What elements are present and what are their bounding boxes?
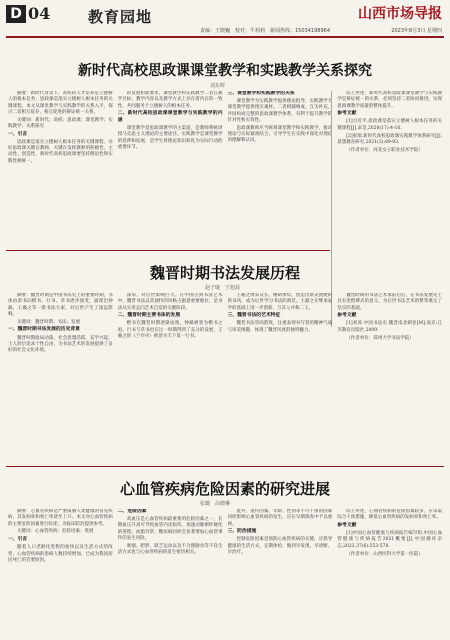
article-column <box>228 91 333 241</box>
paragraph: 随着人口老龄化进程的加快以及生活方式的改变，心血管疾病的患病人数持续增加，已成为我国居民死亡的首要原因。 <box>8 545 113 563</box>
section-heading: 参考文献 <box>337 313 357 319</box>
article-body <box>8 293 442 458</box>
paragraph: （作者单位：郑州大学书法学院） <box>346 335 414 341</box>
column-divider <box>331 91 332 327</box>
paragraph: 魏晋时期的书法艺术承前启后，在书法发展史上具有里程碑式的意义，为后世书法艺术的繁荣奠定了坚实的基础。 <box>337 293 442 311</box>
paragraph: 高血压是心血管疾病最重要的危险因素之一，长期血压升高可导致血管内皮损伤，加速动脉粥样硬化的进程。血脂异常、糖尿病同样会显著增加心血管事件的发生风险。 <box>117 517 223 541</box>
paragraph: 摘要：魏晋时期是中国书法史上的重要时期，书体由隶书向楷书、行书、草书逐步演变，涌现出钟繇、王羲之等一批书法大家，对后世产生了深远影响。 <box>8 293 113 317</box>
section-heading: 参考文献 <box>337 111 357 117</box>
paragraph: [2]张瑞.新时代高校思政课实践教学体系研究[J].思想教育研究,2021(3):89-93. <box>337 133 442 145</box>
paragraph: 深厚，对后世影响巨大。在中国古典书法艺术中，魏晋书法以其独特的风格占据着重要地位，是书法从实用走向艺术自觉的关键阶段。 <box>117 293 223 311</box>
article-column <box>337 509 442 634</box>
paragraph: （作者单位：山西医科大学第一医院） <box>346 551 423 557</box>
article-byline: 张璐 高晓琳 <box>200 501 231 507</box>
page-number: 04 <box>28 4 51 23</box>
paragraph: 控制危险因素是预防心血管疾病的关键，应倡导健康的生活方式，定期体检，做到早发现、早诊断、早治疗。 <box>227 537 333 556</box>
paragraph: 摘要：新时代背景下，高校的人才培养是立德树人的根本任务，思政课是落实立德树人根本任务的关键课程。本文从课堂教学与实践教学的关系入手，探讨二者相互依存、相互促进的辩证统一关系。 <box>8 91 113 115</box>
section-heading: 一、引言 <box>8 537 28 543</box>
page-header <box>0 0 450 38</box>
paragraph: 思政课教师应当统筹课堂教学和实践教学，推动理论与实际紧密结合，引导学生在实践中深化对理论的理解和认同。 <box>227 125 333 144</box>
article-rule <box>6 466 444 467</box>
article-column <box>118 91 223 241</box>
editor-info: 责编：王晓巍 校对：牛莉莉 新闻热线：15034198964 <box>200 28 330 34</box>
article-column <box>337 91 442 241</box>
section-heading: 三、课堂教学和实践教学的关系 <box>227 91 295 96</box>
article-column <box>228 293 333 458</box>
paragraph: 摘要：心血管疾病是严重威胁人类健康的常见疾病，其发病率和死亡率逐年上升。本文对心血管疾病的主要危险因素进行综述，为临床防治提供参考。 <box>8 509 113 527</box>
article-title: 心血管疾病危险因素的研究进展 <box>119 480 330 498</box>
paragraph: 关键词：心血管疾病；危险因素；进展 <box>17 529 94 535</box>
section-title: 教育园地 <box>88 8 153 26</box>
paragraph: 课堂教学是思政课教学的主渠道，是教师系统讲授马克思主义理论的主要途径。实践教学是课堂教学的延伸和拓展，是学生将理论知识转化为实际行动的重要环节。 <box>117 126 223 150</box>
paragraph: 魏晋时期政局动荡，社会思想活跃，玄学兴起，士人阶层追求个性自由，为书法艺术的发展提供了良好的社会文化环境。 <box>8 335 113 354</box>
article-byline: 赵子璇 王旭晨 <box>205 285 241 291</box>
section-heading: 二、新时代高校思政课课堂教学与实践教学的内涵 <box>117 111 223 123</box>
section-heading: 参考文献 <box>337 523 357 529</box>
newspaper-name: 山西市场导报 <box>358 6 442 22</box>
article-byline: 刘东辉 <box>210 83 226 89</box>
article-column <box>228 509 333 634</box>
section-heading: 三、魏晋书法的艺术特征 <box>227 313 281 319</box>
issue-date: 2023年8月3日 星期四 <box>391 28 442 34</box>
article-column <box>8 509 113 634</box>
paragraph: 课堂教学为实践教学提供理论指导，实践教学为课堂教学提供现实素材。二者相辅相成、互为补充，共同构成完整的思政课教学体系，有利于提升教学的针对性和实效性。 <box>227 99 333 123</box>
article-column <box>118 509 223 634</box>
paragraph: 魏晋书法崇尚韵致，注重表现书写者的精神气质与审美情趣，体现了魏晋风度的独特魅力。 <box>227 321 333 333</box>
article-column <box>8 293 113 458</box>
article-rule <box>6 250 330 251</box>
section-heading: 三、防治措施 <box>227 529 257 535</box>
article-title: 新时代高校思政课课堂教学和实践教学关系探究 <box>78 63 372 79</box>
article-column <box>118 293 223 458</box>
paragraph: 此外，遗传因素、年龄、性别等不可干预的因素同样影响心血管疾病的发生，应在早期筛查中予以重视。 <box>227 509 333 527</box>
paragraph: 的发展和新要求，课堂教学和实践教学二者在教学目标、教学内容以及教学方式上存在着内在的一致性，共同服务于立德树人的根本任务。 <box>117 91 223 109</box>
paragraph: 吸烟、肥胖、缺乏运动以及不合理膳食等不良生活方式也与心血管疾病的发生密切相关。 <box>117 543 223 556</box>
paragraph: 关键词：魏晋时期；书法；发展 <box>17 319 80 325</box>
article-title: 魏晋时期书法发展历程 <box>149 264 300 282</box>
paragraph: 综上所述，新时代高校思政课课堂教学与实践教学是辩证统一的关系，必须坚持二者协同推进，实现思政课教学质量的整体提升。 <box>337 91 442 109</box>
paragraph: 关键词：新时代；高校；思政课；课堂教学；实践教学；关系探究 <box>8 117 113 129</box>
paragraph: 思政课是落实立德树人根本任务的关键课程，办好思政课关键在教师，关键在发挥教师的积极性、主动性、创造性。新时代高校思政课要坚持理论性和实践性相统一。 <box>8 139 113 164</box>
article-column <box>8 91 113 241</box>
paragraph: 综上所述，心血管疾病的危险因素较多，应采取综合干预措施，降低心血管疾病的发病率和死亡率。 <box>337 509 442 521</box>
section-heading: 一、魏晋时期书法发展的历史背景 <box>8 327 80 333</box>
article-body <box>8 509 442 634</box>
article-body <box>8 91 442 241</box>
paragraph: 王羲之博采众长，精研体势，创造出妍美流便的新书风，成为后世学习书法的典范。王献之在继承家学的基础上进一步创新，与其父并称二王。 <box>227 293 333 311</box>
article-column <box>337 293 442 458</box>
header-rule <box>6 36 444 38</box>
paragraph: [1]中国心血管健康与疾病报告编写组.中国心血管健康与疾病报告2021概要[J].中国循环杂志,2022,37(6):553-578. <box>337 531 442 549</box>
section-letter-badge: D <box>6 5 26 23</box>
section-heading: 二、魏晋时期主要书体的发展 <box>117 313 181 319</box>
section-heading: 一、引言 <box>8 131 28 137</box>
paragraph: [1]习近平.思政课是落实立德树人根本任务的关键课程[J].求是,2020(17):4-16. <box>337 119 442 131</box>
paragraph: 楷书在魏晋时期逐渐成熟，钟繇被誉为楷书之祖。行书与草书也在这一时期得到了充分的发展，王羲之的《兰亭序》被誉为天下第一行书。 <box>117 321 223 340</box>
section-heading: 二、危险因素 <box>117 509 147 514</box>
paragraph: [1]刘涛.中国书法史·魏晋南北朝卷[M].南京:江苏教育出版社,2009. <box>337 321 442 333</box>
paragraph: （作者单位：河北女子职业技术学院） <box>346 147 423 153</box>
